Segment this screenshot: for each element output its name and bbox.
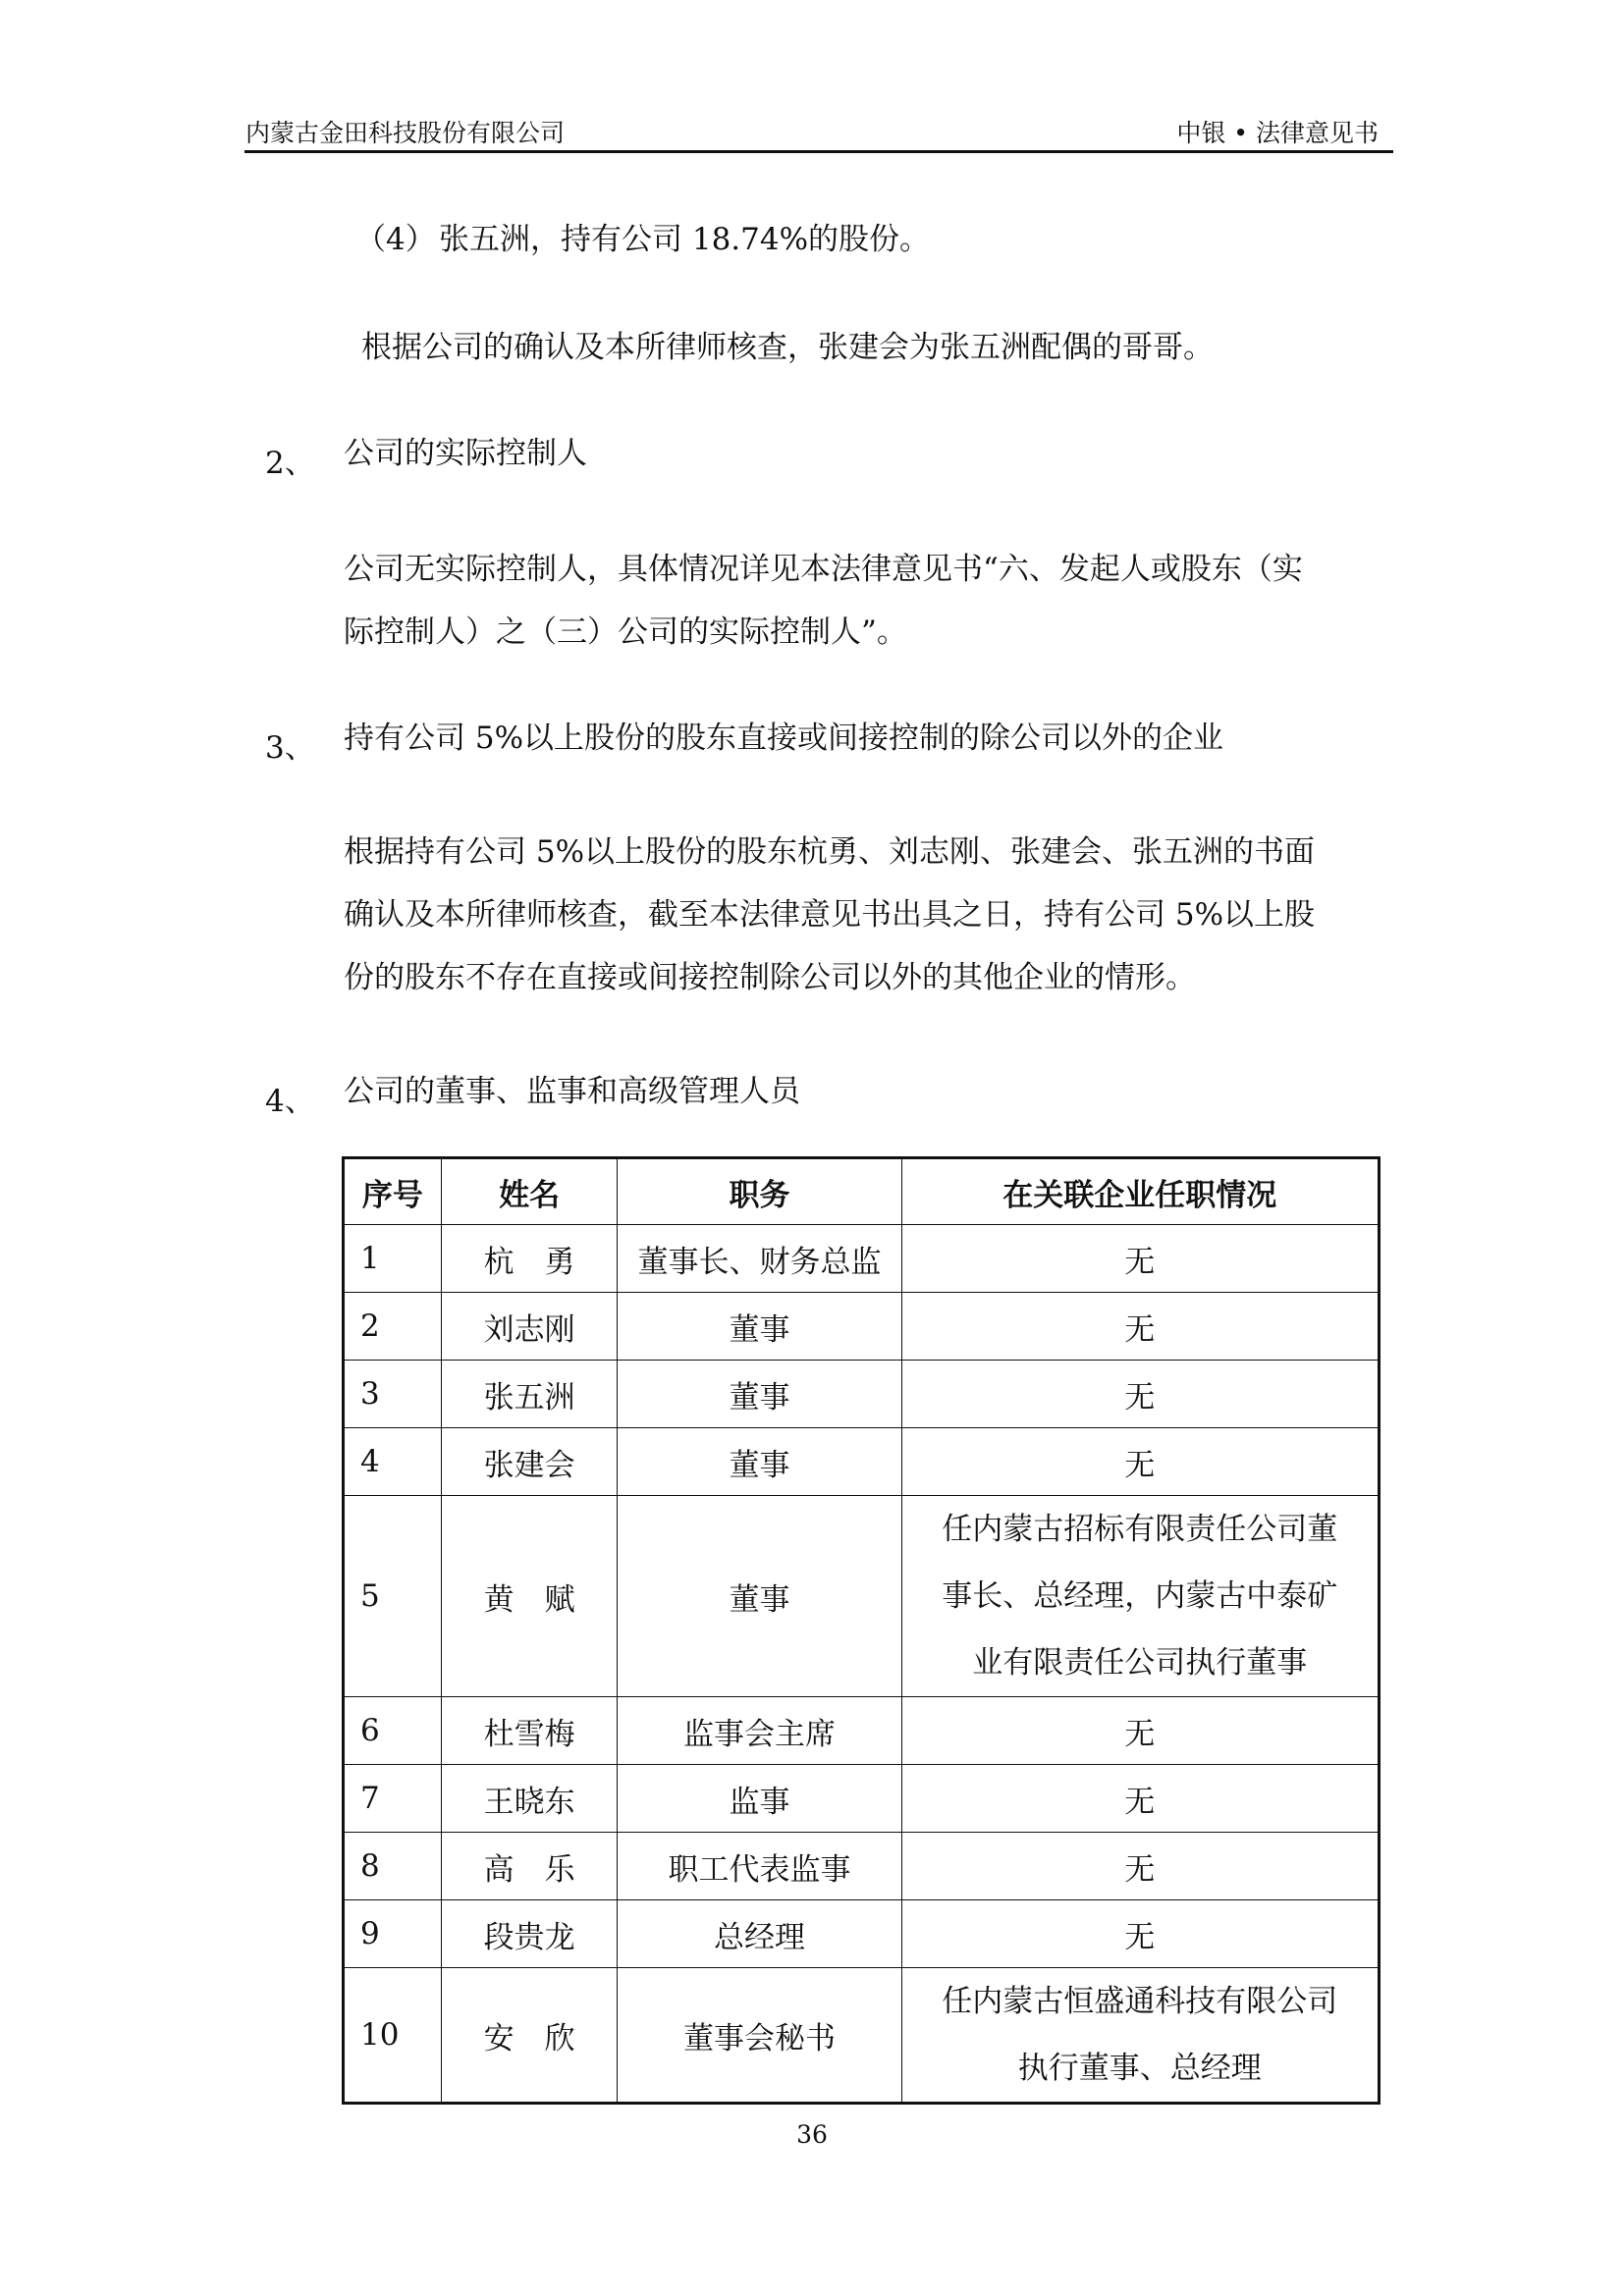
cell-affiliation: 无 <box>901 1697 1379 1765</box>
cell-number: 10 <box>344 1968 442 2104</box>
cell-affiliation: 无 <box>901 1361 1379 1428</box>
cell-name: 黄 赋 <box>441 1496 618 1697</box>
cell-affiliation: 无 <box>901 1293 1379 1361</box>
cell-name: 杜雪梅 <box>441 1697 618 1765</box>
cell-name: 王晓东 <box>441 1765 618 1833</box>
section-4-number: 4、 <box>265 1084 315 1119</box>
cell-number: 8 <box>344 1833 442 1900</box>
cell-number: 2 <box>344 1293 442 1361</box>
cell-position: 董事长、财务总监 <box>618 1225 901 1293</box>
cell-name: 刘志刚 <box>441 1293 618 1361</box>
cell-name: 安 欣 <box>441 1968 618 2104</box>
table-row <box>344 1361 1380 1428</box>
cell-name: 张五洲 <box>441 1361 618 1428</box>
table-row <box>344 1765 1380 1833</box>
header-rule <box>244 150 1393 153</box>
cell-number: 3 <box>344 1361 442 1428</box>
cell-affiliation: 无 <box>901 1428 1379 1496</box>
controller-paragraph-line-1: 公司无实际控制人，具体情况详见本法律意见书“六、发起人或股东（实 <box>344 552 1303 587</box>
relation-paragraph: 根据公司的确认及本所律师核查，张建会为张五洲配偶的哥哥。 <box>361 330 1214 365</box>
cell-position: 董事 <box>618 1428 901 1496</box>
cell-number: 5 <box>344 1496 442 1697</box>
cell-name: 高 乐 <box>441 1833 618 1900</box>
column-header-position: 职务 <box>618 1158 901 1225</box>
table-row <box>344 1697 1380 1765</box>
table-header-row <box>344 1158 1380 1225</box>
cell-name: 段贵龙 <box>441 1900 618 1968</box>
cell-position: 监事会主席 <box>618 1697 901 1765</box>
item-4-text: 张五洲，持有公司 18.74%的股份。 <box>439 222 931 257</box>
column-header-name: 姓名 <box>441 1158 618 1225</box>
section-2-title: 公司的实际控制人 <box>344 436 587 471</box>
item-4-label: （4） <box>355 222 436 257</box>
cell-number: 1 <box>344 1225 442 1293</box>
cell-position: 董事会秘书 <box>618 1968 901 2104</box>
cell-position: 监事 <box>618 1765 901 1833</box>
table-row <box>344 1225 1380 1293</box>
page-number: 36 <box>796 2120 828 2149</box>
column-header-number: 序号 <box>344 1158 442 1225</box>
section-3-number: 3、 <box>265 730 315 766</box>
table-row <box>344 1428 1380 1496</box>
cell-affiliation: 无 <box>901 1833 1379 1900</box>
cell-position: 总经理 <box>618 1900 901 1968</box>
cell-number: 6 <box>344 1697 442 1765</box>
column-header-affiliation: 在关联企业任职情况 <box>901 1158 1379 1225</box>
cell-affiliation <box>901 1968 1379 2104</box>
cell-affiliation <box>901 1496 1379 1697</box>
affiliation-line: 事长、总经理，内蒙古中泰矿 <box>942 1578 1338 1614</box>
controller-paragraph-line-2: 际控制人）之（三）公司的实际控制人”。 <box>344 614 907 650</box>
cell-name: 张建会 <box>441 1428 618 1496</box>
five-percent-paragraph-line-1: 根据持有公司 5%以上股份的股东杭勇、刘志刚、张建会、张五洲的书面 <box>344 834 1316 870</box>
cell-number: 9 <box>344 1900 442 1968</box>
affiliation-line: 任内蒙古恒盛通科技有限公司 <box>942 1984 1338 2019</box>
table-row <box>344 1968 1380 2104</box>
officers-table <box>342 1156 1380 2105</box>
affiliation-line: 执行董事、总经理 <box>1017 2051 1262 2086</box>
cell-name: 杭 勇 <box>441 1225 618 1293</box>
header-document-title: 中银 • 法律意见书 <box>1176 119 1379 147</box>
cell-affiliation: 无 <box>901 1900 1379 1968</box>
table-row <box>344 1293 1380 1361</box>
header-company-name: 内蒙古金田科技股份有限公司 <box>245 119 566 147</box>
cell-position: 职工代表监事 <box>618 1833 901 1900</box>
cell-number: 7 <box>344 1765 442 1833</box>
table-row <box>344 1900 1380 1968</box>
cell-position: 董事 <box>618 1496 901 1697</box>
section-4-title: 公司的董事、监事和高级管理人员 <box>344 1074 800 1109</box>
affiliation-line: 任内蒙古招标有限责任公司董 <box>942 1512 1338 1547</box>
five-percent-paragraph-line-3: 份的股东不存在直接或间接控制除公司以外的其他企业的情形。 <box>344 960 1196 995</box>
cell-affiliation: 无 <box>901 1225 1379 1293</box>
cell-number: 4 <box>344 1428 442 1496</box>
table-row <box>344 1496 1380 1697</box>
section-2-number: 2、 <box>265 446 315 481</box>
section-3-title: 持有公司 5%以上股份的股东直接或间接控制的除公司以外的企业 <box>344 721 1224 756</box>
cell-position: 董事 <box>618 1361 901 1428</box>
five-percent-paragraph-line-2: 确认及本所律师核查，截至本法律意见书出具之日，持有公司 5%以上股 <box>344 897 1316 933</box>
affiliation-line: 业有限责任公司执行董事 <box>972 1645 1308 1681</box>
cell-affiliation: 无 <box>901 1765 1379 1833</box>
table-row <box>344 1833 1380 1900</box>
cell-position: 董事 <box>618 1293 901 1361</box>
